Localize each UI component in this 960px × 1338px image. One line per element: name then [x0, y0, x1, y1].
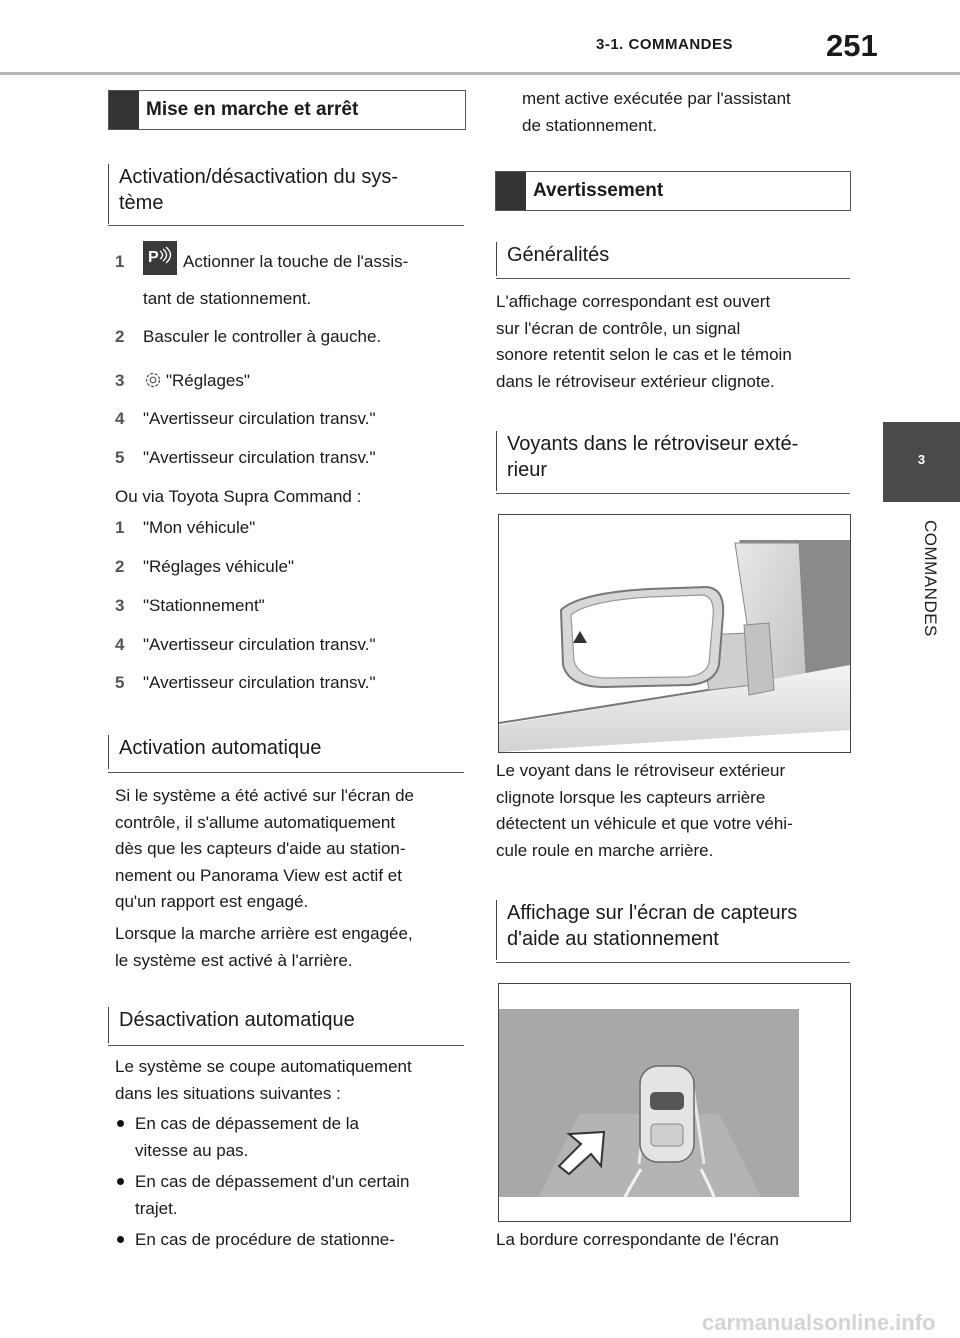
chapter-tab [883, 422, 960, 502]
subheading-desactivation-auto: Désactivation automatique [108, 1007, 355, 1043]
step-text: "Avertisseur circulation transv." [143, 409, 376, 428]
paragraph: La bordure correspondante de l'écran [496, 1230, 779, 1249]
step-text: "Avertisseur circulation transv." [143, 448, 376, 467]
paragraph-via: Ou via Toyota Supra Command : [115, 487, 362, 506]
step-number: 4 [115, 635, 125, 654]
svg-text:P: P [148, 249, 159, 266]
subheading-rule [496, 962, 850, 963]
step-number: 5 [115, 448, 125, 467]
step-text: "Avertisseur circulation transv." [143, 635, 376, 654]
subheading-rule [496, 493, 850, 494]
subheading-line: tème [119, 192, 164, 214]
paragraph: Le voyant dans le rétroviseur extérieur clignote lorsque les capteurs arrière détectent un véhicule et que votre véhi- cule roule en marche arrière. [496, 761, 793, 860]
park-assist-button-icon [143, 241, 177, 275]
step-text: "Réglages véhicule" [143, 557, 294, 576]
paragraph: L'affichage correspondant est ouvert sur l'écran de contrôle, un signal sonore retentit selon le cas et le témoin dans le rétroviseur extérieur clignote. [496, 292, 792, 391]
box-bar [109, 91, 139, 129]
bullet-text: En cas de dépassement de la vitesse au pas. [135, 1114, 359, 1160]
subheading-rule [496, 278, 850, 279]
subheading-activation [108, 164, 398, 224]
step-number: 2 [115, 557, 125, 576]
box-bar [496, 172, 526, 210]
step-text: "Avertisseur circulation transv." [143, 673, 376, 692]
step-text: Basculer le controller à gauche. [143, 327, 382, 346]
box-title: Mise en marche et arrêt [146, 99, 359, 120]
bullet-text: En cas de dépassement d'un certain trajet. [135, 1172, 410, 1218]
subheading-affichage: Affichage sur l'écran de capteurs d'aide au stationnement [496, 900, 797, 960]
step-text: tant de stationnement. [143, 289, 312, 308]
step-text: "Réglages" [166, 371, 250, 390]
paragraph-continued: ment active exécutée par l'assistant de stationnement. [522, 89, 791, 135]
gear-icon [143, 370, 163, 390]
subheading-rule [108, 772, 464, 773]
section-box-avertissement [495, 171, 851, 211]
paragraph: Lorsque la marche arrière est engagée, le système est activé à l'arrière. [115, 924, 413, 970]
step-number: 1 [115, 252, 125, 271]
section-box-mise-en-marche [108, 90, 466, 130]
step-text: "Mon véhicule" [143, 518, 256, 537]
box-title: Avertissement [533, 180, 664, 201]
header-rule [0, 72, 960, 75]
chapter-number: 3 [917, 452, 926, 467]
subheading-activation-auto: Activation automatique [108, 735, 321, 769]
step-number: 3 [115, 596, 125, 615]
mirror-illustration [498, 514, 851, 753]
subheading-rule [108, 225, 464, 226]
section-title: 3-1. COMMANDES [596, 36, 734, 53]
step-text: "Stationnement" [143, 596, 265, 615]
step-text: Actionner la touche de l'assis- [183, 252, 409, 271]
parking-display-illustration [498, 983, 851, 1222]
bullet-text: En cas de procédure de stationne- [135, 1230, 395, 1249]
subheading-voyants: Voyants dans le rétroviseur exté- rieur [496, 431, 798, 491]
bullet-dot [117, 1236, 124, 1243]
chapter-label: COMMANDES [921, 520, 940, 637]
paragraph: Le système se coupe automatiquement dans les situations suivantes : [115, 1057, 412, 1103]
page-number: 251 [826, 28, 878, 63]
step-number: 5 [115, 673, 125, 692]
subheading-generalites: Généralités [496, 242, 609, 276]
step-number: 2 [115, 327, 125, 346]
step-number: 1 [115, 518, 125, 537]
step-number: 4 [115, 409, 125, 428]
bullet-dot [117, 1178, 124, 1185]
step-number: 3 [115, 371, 125, 390]
subheading-line: Activation/désactivation du sys- [119, 166, 399, 188]
subheading-rule [108, 1045, 464, 1046]
paragraph: Si le système a été activé sur l'écran de contrôle, il s'allume automatiquement dès que les capteurs d'aide au station- nement ou Panorama View est actif et qu'un rapport est engagé. [115, 786, 414, 911]
bullet-dot [117, 1120, 124, 1127]
watermark: carmanualsonline.info [702, 1310, 936, 1335]
